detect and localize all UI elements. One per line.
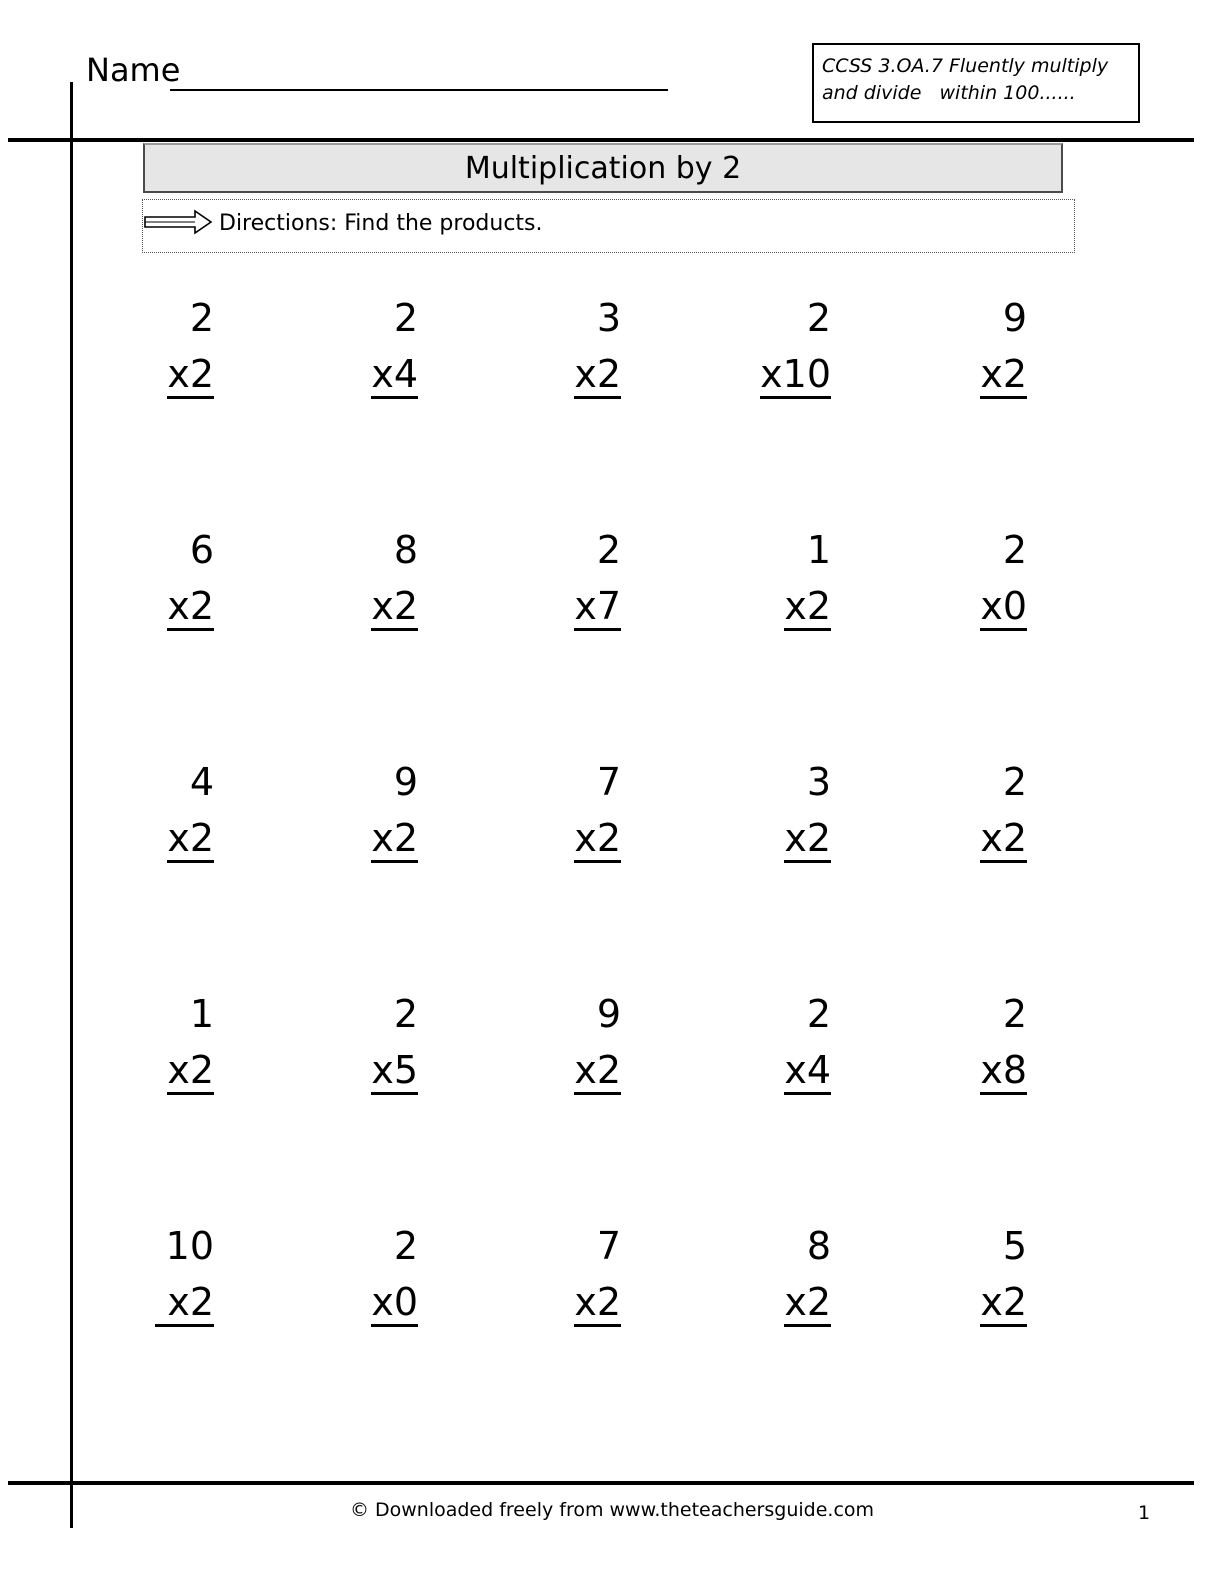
problem-multiplier-text: x4	[371, 354, 418, 399]
footer-credit: © Downloaded freely from www.theteachersguide.com	[349, 1499, 875, 1521]
footer-rule	[8, 1481, 1194, 1485]
problem-item	[268, 760, 418, 890]
problem-top-number: 9	[1002, 296, 1027, 340]
problem-item	[268, 528, 418, 658]
problem-multiplier	[471, 352, 621, 399]
problem-item	[681, 992, 831, 1122]
problem-top-number: 8	[393, 528, 418, 572]
problem-multiplier	[64, 584, 214, 631]
problem-multiplier-text: x2	[784, 586, 831, 631]
problem-multiplier-text: x7	[574, 586, 621, 631]
problem-item	[471, 1224, 621, 1354]
problem-top-number: 2	[393, 992, 418, 1036]
problem-multiplier	[268, 1280, 418, 1327]
problem-multiplier	[681, 1048, 831, 1095]
problem-top-number: 2	[1002, 992, 1027, 1036]
problem-multiplier-text: x2	[574, 354, 621, 399]
problem-item	[268, 1224, 418, 1354]
problem-item	[877, 1224, 1027, 1354]
problem-multiplier-text: x0	[371, 1282, 418, 1327]
problem-item	[64, 1224, 214, 1354]
problem-multiplier	[64, 1048, 214, 1095]
problem-item	[64, 992, 214, 1122]
problem-top-number: 10	[165, 1224, 214, 1268]
problem-item	[877, 296, 1027, 426]
problem-top-number: 9	[596, 992, 621, 1036]
problem-top-number: 2	[189, 296, 214, 340]
problem-item	[471, 992, 621, 1122]
problem-item	[877, 992, 1027, 1122]
problem-multiplier-text: x2	[167, 586, 214, 631]
directions-box	[142, 199, 1075, 253]
problem-multiplier	[268, 584, 418, 631]
title-bar	[143, 143, 1063, 193]
problem-item	[681, 296, 831, 426]
problem-item	[471, 760, 621, 890]
problem-top-number: 8	[806, 1224, 831, 1268]
problem-multiplier-text: x2	[167, 1050, 214, 1095]
problem-multiplier-text: x2	[980, 818, 1027, 863]
problem-multiplier-text: x2	[574, 1282, 621, 1327]
problem-multiplier	[64, 1280, 214, 1327]
problem-multiplier-text: x2	[155, 1282, 214, 1327]
problem-top-number: 2	[806, 296, 831, 340]
name-blank-line[interactable]	[170, 89, 668, 91]
problem-multiplier	[268, 816, 418, 863]
problem-item	[877, 528, 1027, 658]
problem-multiplier	[471, 1048, 621, 1095]
problem-item	[268, 992, 418, 1122]
problem-item	[64, 296, 214, 426]
problem-multiplier	[681, 816, 831, 863]
problem-item	[471, 296, 621, 426]
problem-multiplier	[64, 816, 214, 863]
problem-top-number: 5	[1002, 1224, 1027, 1268]
problem-multiplier	[877, 1280, 1027, 1327]
problem-item	[681, 760, 831, 890]
problem-multiplier	[877, 584, 1027, 631]
problem-multiplier-text: x2	[574, 1050, 621, 1095]
problem-multiplier-text: x10	[760, 354, 831, 399]
problem-multiplier-text: x2	[371, 818, 418, 863]
problem-item	[471, 528, 621, 658]
problem-multiplier	[877, 352, 1027, 399]
problem-item	[681, 1224, 831, 1354]
problem-multiplier	[681, 1280, 831, 1327]
problem-multiplier	[877, 1048, 1027, 1095]
problem-multiplier-text: x2	[980, 1282, 1027, 1327]
problem-item	[64, 528, 214, 658]
problem-multiplier	[681, 584, 831, 631]
problem-multiplier	[681, 352, 831, 399]
problem-top-number: 3	[806, 760, 831, 804]
problem-multiplier-text: x2	[167, 354, 214, 399]
standard-text: CCSS 3.OA.7 Fluently multiply and divide within 100......	[822, 55, 1109, 104]
worksheet-title: Multiplication by 2	[464, 151, 742, 186]
problem-top-number: 1	[189, 992, 214, 1036]
problem-multiplier-text: x2	[167, 818, 214, 863]
problem-multiplier	[64, 352, 214, 399]
problem-multiplier	[877, 816, 1027, 863]
problem-multiplier-text: x2	[784, 1282, 831, 1327]
problem-top-number: 9	[393, 760, 418, 804]
problem-multiplier	[268, 352, 418, 399]
problem-item	[681, 528, 831, 658]
problem-multiplier	[471, 1280, 621, 1327]
problem-top-number: 4	[189, 760, 214, 804]
problem-item	[64, 760, 214, 890]
problem-item	[877, 760, 1027, 890]
problem-top-number: 2	[1002, 760, 1027, 804]
problem-top-number: 1	[806, 528, 831, 572]
problem-top-number: 3	[596, 296, 621, 340]
problem-multiplier	[471, 816, 621, 863]
problem-multiplier-text: x2	[784, 818, 831, 863]
problem-top-number: 7	[596, 760, 621, 804]
problem-multiplier-text: x2	[574, 818, 621, 863]
problem-top-number: 2	[596, 528, 621, 572]
problem-multiplier-text: x8	[980, 1050, 1027, 1095]
standard-box	[812, 43, 1140, 123]
problem-multiplier	[471, 584, 621, 631]
header-rule	[8, 138, 1194, 142]
problem-multiplier-text: x4	[784, 1050, 831, 1095]
problem-multiplier-text: x2	[371, 586, 418, 631]
problem-item	[268, 296, 418, 426]
problem-multiplier	[268, 1048, 418, 1095]
problem-top-number: 2	[806, 992, 831, 1036]
problem-top-number: 2	[393, 296, 418, 340]
problem-top-number: 2	[393, 1224, 418, 1268]
page-number: 1	[1138, 1502, 1151, 1524]
problem-multiplier-text: x5	[371, 1050, 418, 1095]
name-label: Name	[86, 51, 181, 89]
problem-multiplier-text: x2	[980, 354, 1027, 399]
problem-top-number: 6	[189, 528, 214, 572]
right-arrow-icon	[143, 209, 213, 235]
problem-top-number: 7	[596, 1224, 621, 1268]
problem-top-number: 2	[1002, 528, 1027, 572]
problem-multiplier-text: x0	[980, 586, 1027, 631]
directions-text: Directions: Find the products.	[219, 211, 543, 236]
